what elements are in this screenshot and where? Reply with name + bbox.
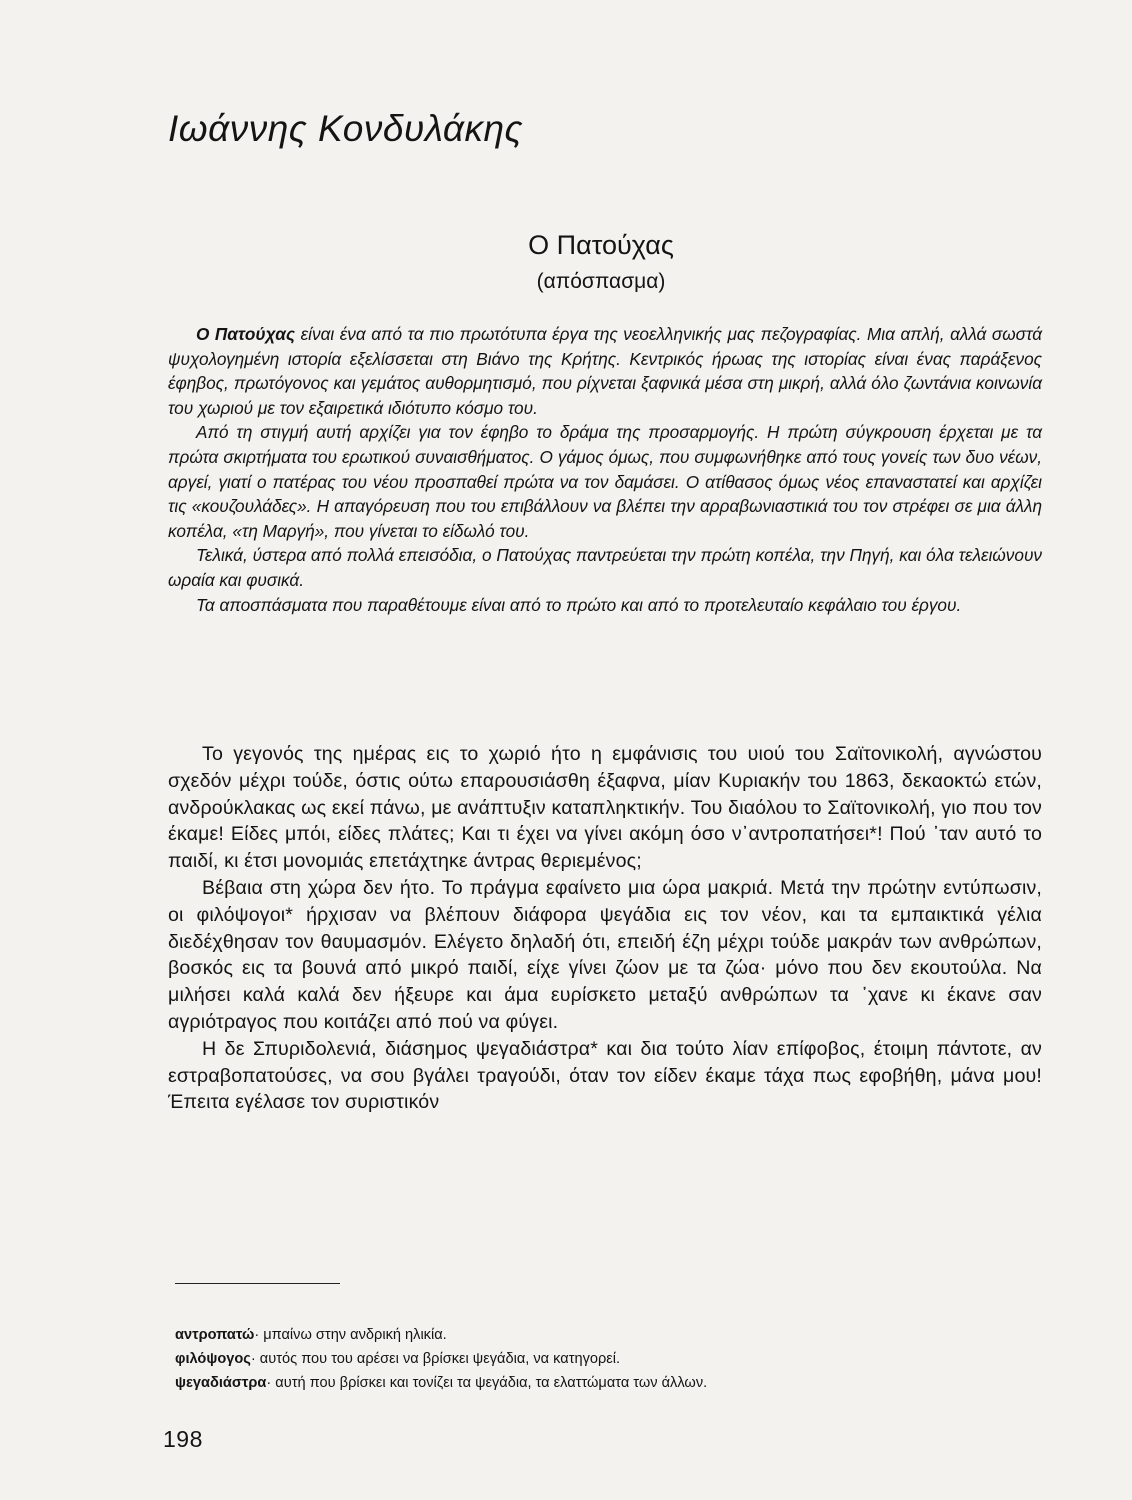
excerpt-text xyxy=(168,741,1042,1116)
intro-paragraph: Τελικά, ύστερα από πολλά επεισόδια, ο Πατούχας παντρεύεται την πρώτη κοπέλα, την Πηγή, και όλα τελειώνουν ωραία και φυσικά. xyxy=(168,545,1042,590)
footnote-definition: · αυτός που του αρέσει να βρίσκει ψεγάδια, να κατηγορεί. xyxy=(250,1351,621,1367)
footnote-definition: · μπαίνω στην ανδρική ηλικία. xyxy=(254,1327,447,1343)
footnote xyxy=(175,1371,1035,1395)
intro-paragraph: Τα αποσπάσματα που παραθέτουμε είναι από το πρώτο και από το προτελευταίο κεφάλαιο του έργου. xyxy=(196,594,962,615)
footnote-term: αντροπατώ xyxy=(175,1327,255,1343)
work-subtitle: (απόσπασμα) xyxy=(536,270,666,293)
footnote-term: φιλόψογος xyxy=(175,1351,251,1367)
intro-text: είναι ένα από τα πιο πρωτότυπα έργα της νεοελληνικής μας πεζογραφίας. Μια απλή, αλλά σωστά ψυχολογημένη ιστορία εξελίσσεται στη Βιάνο της Κρήτης. Κεντρικός ήρωας της ιστορίας είναι ένας παράξενος έφηβος, πρωτόγονος και γεμάτος αυθορμητισμό, που ρίχνεται ξαφνικά μέσα στη μικρή, αλλά όλο ζωντάνια κοινωνία του χωριού με τον εξαιρετικά ιδιότυπο κόσμο του. xyxy=(168,324,1042,418)
excerpt-paragraph: Βέβαια στη χώρα δεν ήτο. Το πράγμα εφαίνετο μια ώρα μακριά. Μετά την πρώτην εντύπωσιν, οι φιλόψογοι* ήρχισαν να βλέπουν διάφορα ψεγάδια εις τον νέον, και τα εμπαικτικά γέλια διεδέχθησαν τον θαυμασμόν. Ελέγετο δηλαδή ότι, επειδή έζη μέχρι τούδε μακράν των ανθρώπων, βοσκός εις τα βουνά από μικρό παιδί, είχε γίνει ζώον με τα ζώα· μόνο που δεν εκουτούλα. Να μιλήσει καλά καλά δεν ήξευρε και άμα ευρίσκετο μεταξύ ανθρώπων τα ᾽χανε κι έκανε σαν αγριότραγος που κοιτάζει από πού να φύγει. xyxy=(168,876,1042,1033)
footnotes xyxy=(175,1323,1035,1395)
footnote-definition: · αυτή που βρίσκει και τονίζει τα ψεγάδια, τα ελαττώματα των άλλων. xyxy=(266,1375,708,1391)
footnote-divider xyxy=(175,1283,340,1284)
introduction xyxy=(168,322,1042,617)
footnote xyxy=(175,1323,1035,1347)
page-number: 198 xyxy=(163,1426,203,1452)
footnote xyxy=(175,1347,1035,1371)
intro-title-bold: Ο Πατούχας xyxy=(196,324,296,344)
excerpt-paragraph: Το γεγονός της ημέρας εις το χωριό ήτο η εμφάνισις του υιού του Σαϊτονικολή, αγνώστου σχεδόν μέχρι τούδε, όστις ούτω επαρουσιάσθη έξαφνα, μίαν Κυριακήν του 1863, δεκαοκτώ ετών, ανδρούκλακας ως εκεί πάνω, με ανάπτυξιν καταπληκτικήν. Του διαόλου το Σαϊτονικολή, γιο που τον έκαμε! Είδες μπόι, είδες πλάτες; Και τι έχει να γίνει ακόμη όσο ν᾽αντροπατήσει*! Πού ᾽ταν αυτό το παιδί, κι έτσι μονομιάς επετάχτηκε άντρας θεριεμένος; xyxy=(168,743,1042,873)
author-name: Ιωάννης Κονδυλάκης xyxy=(168,108,524,149)
intro-paragraph: Από τη στιγμή αυτή αρχίζει για τον έφηβο το δράμα της προσαρμογής. Η πρώτη σύγκρουση έρχεται με τα πρώτα σκιρτήματα του ερωτικού συναισθήματος. Ο γάμος όμως, που συμφωνήθηκε από τους γονείς των δυο νέων, αργεί, γιατί ο πατέρας του νέου προσπαθεί πρώτα να τον δαμάσει. Ο ατίθασος όμως νέος επαναστατεί και αρχίζει τις «κουζουλάδες». Η απαγόρευση που του επιβάλλουν να βλέπει την αρραβωνιαστικιά του τον στρέφει σε μια άλλη κοπέλα, «τη Μαργή», που γίνεται το είδωλό του. xyxy=(168,422,1042,541)
work-title: Ο Πατούχας xyxy=(528,230,674,260)
intro-paragraph xyxy=(168,322,1042,420)
footnote-term: ψεγαδιάστρα xyxy=(175,1375,267,1391)
excerpt-paragraph: Η δε Σπυριδολενιά, διάσημος ψεγαδιάστρα* και δια τούτο λίαν επίφοβος, έτοιμη πάντοτε, αν εστραβοπατούσες, να σου βγάλει τραγούδι, όταν τον είδεν έκαμε τάχα πως εφοβήθη, μάνα μου! Έπειτα εγέλασε τον συριστικόν xyxy=(168,1037,1042,1114)
